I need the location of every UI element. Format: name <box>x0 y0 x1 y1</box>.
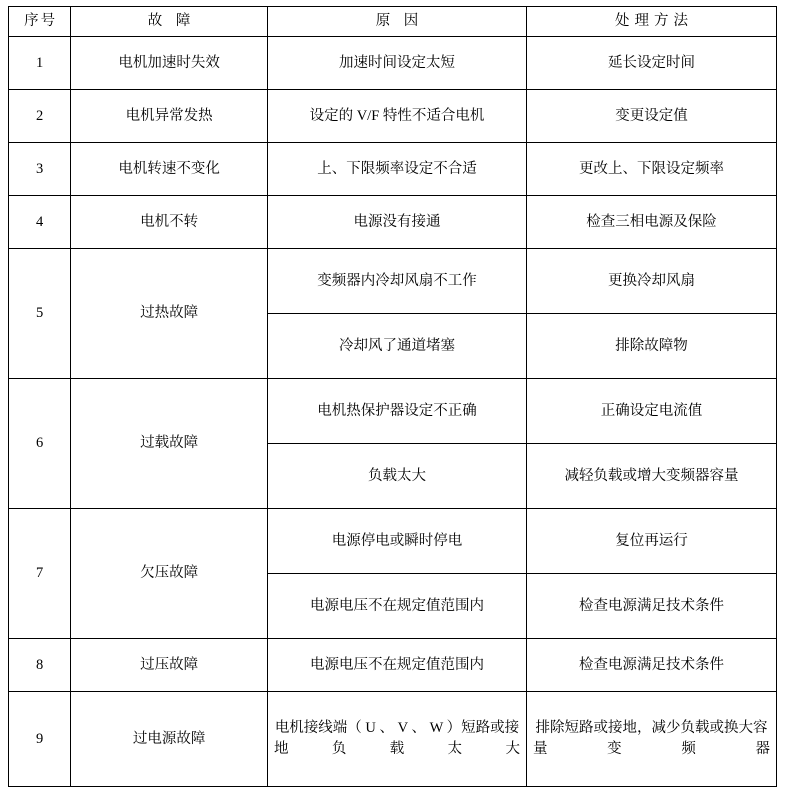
fault-troubleshooting-table <box>8 6 777 787</box>
cause-text: 变频器内冷却风扇不工作 <box>268 249 527 314</box>
row-number: 8 <box>9 639 71 692</box>
table-row <box>9 196 777 249</box>
cause-text: 电源没有接通 <box>268 196 527 249</box>
cause-text: 电机热保护器设定不正确 <box>268 379 527 444</box>
table-row <box>9 379 777 444</box>
fault-name: 过热故障 <box>71 249 268 379</box>
fault-name: 过电源故障 <box>71 692 268 787</box>
fix-text: 正确设定电流值 <box>527 379 777 444</box>
cause-text: 电源电压不在规定值范围内 <box>268 574 527 639</box>
fault-name: 电机加速时失效 <box>71 37 268 90</box>
row-number: 2 <box>9 90 71 143</box>
fix-text: 更换冷却风扇 <box>527 249 777 314</box>
row-number: 5 <box>9 249 71 379</box>
fix-text: 更改上、下限设定频率 <box>527 143 777 196</box>
table-row <box>9 37 777 90</box>
fix-text: 减轻负载或增大变频器容量 <box>527 444 777 509</box>
row-number: 6 <box>9 379 71 509</box>
fix-text: 检查电源满足技术条件 <box>527 639 777 692</box>
column-header-no: 序号 <box>9 7 71 37</box>
cause-text: 设定的 V/F 特性不适合电机 <box>268 90 527 143</box>
row-number: 9 <box>9 692 71 787</box>
table-header <box>9 7 777 37</box>
table-row <box>9 90 777 143</box>
table-row <box>9 143 777 196</box>
cause-text: 电源电压不在规定值范围内 <box>268 639 527 692</box>
fix-text: 排除短路或接地，减少负载或换大容量变频器 <box>527 692 777 787</box>
table-body <box>9 37 777 787</box>
table-header-row <box>9 7 777 37</box>
row-number: 1 <box>9 37 71 90</box>
column-header-fault: 故 障 <box>71 7 268 37</box>
fault-name: 电机不转 <box>71 196 268 249</box>
cause-text: 电源停电或瞬时停电 <box>268 509 527 574</box>
fix-text: 复位再运行 <box>527 509 777 574</box>
cause-text: 上、下限频率设定不合适 <box>268 143 527 196</box>
table-row <box>9 692 777 787</box>
column-header-cause: 原 因 <box>268 7 527 37</box>
cause-text: 加速时间设定太短 <box>268 37 527 90</box>
row-number: 3 <box>9 143 71 196</box>
table-row <box>9 509 777 574</box>
fix-text: 检查三相电源及保险 <box>527 196 777 249</box>
table-row <box>9 639 777 692</box>
table-row <box>9 249 777 314</box>
cause-text: 负载太大 <box>268 444 527 509</box>
fault-name: 欠压故障 <box>71 509 268 639</box>
fault-name: 电机转速不变化 <box>71 143 268 196</box>
fault-name: 过载故障 <box>71 379 268 509</box>
column-header-fix: 处理方法 <box>527 7 777 37</box>
cause-text: 冷却风了通道堵塞 <box>268 314 527 379</box>
row-number: 4 <box>9 196 71 249</box>
row-number: 7 <box>9 509 71 639</box>
fault-name: 过压故障 <box>71 639 268 692</box>
fix-text: 延长设定时间 <box>527 37 777 90</box>
fix-text: 检查电源满足技术条件 <box>527 574 777 639</box>
cause-text: 电机接线端（ U 、 V 、 W ）短路或接地负载太大 <box>268 692 527 787</box>
fix-text: 变更设定值 <box>527 90 777 143</box>
fault-name: 电机异常发热 <box>71 90 268 143</box>
fix-text: 排除故障物 <box>527 314 777 379</box>
